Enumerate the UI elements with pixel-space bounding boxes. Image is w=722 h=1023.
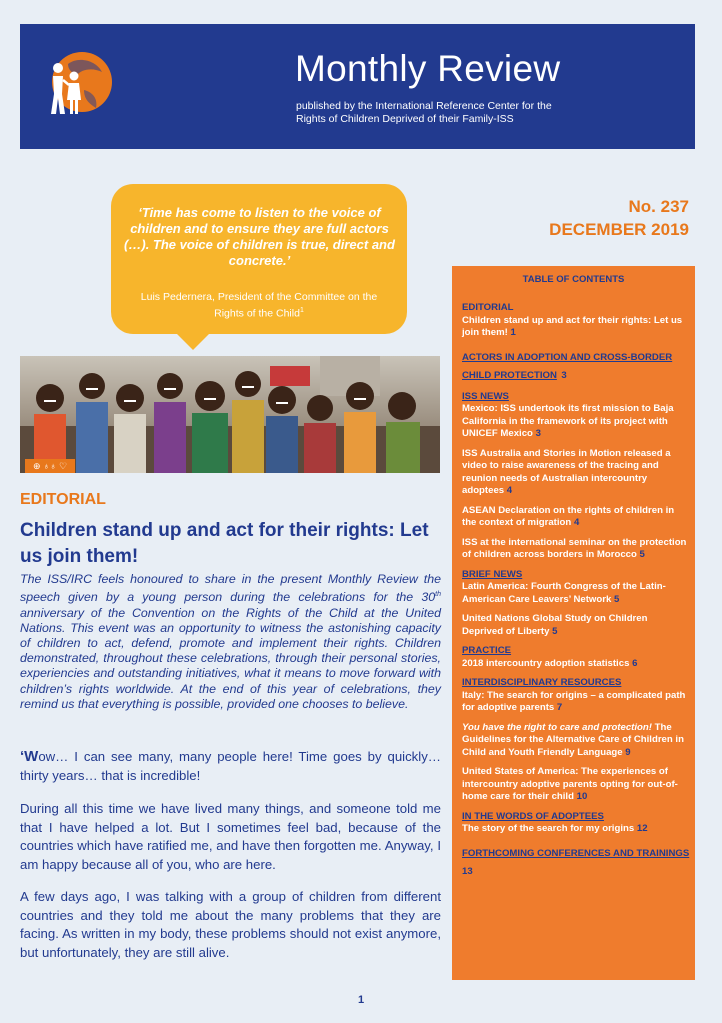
toc-list <box>462 302 690 887</box>
toc-title: TABLE OF CONTENTS <box>522 274 625 285</box>
article-title: Children stand up and act for their rights: Let us join them! <box>20 520 429 567</box>
table-of-contents <box>452 266 695 980</box>
toc-item[interactable]: ISS at the international seminar on the protection of children across borders in Morocco 5 <box>462 536 687 560</box>
photo-badge: ⊕ ♁♁ ♡ <box>25 459 75 473</box>
speech-paragraph-3: A few days ago, I was talking with a group of children from different countries and they told me about the many problems that they are facing. As written in my body, these problems should not exist anymore, but unfortunately, they are still alive. <box>20 889 441 960</box>
children-photo <box>20 356 440 473</box>
issue-date: DECEMBER 2019 <box>549 220 689 239</box>
issue-number: No. 237 <box>628 197 689 216</box>
toc-item[interactable]: 2018 intercountry adoption statistics 6 <box>462 657 638 669</box>
toc-section-brief-news[interactable]: BRIEF NEWS <box>462 568 523 580</box>
toc-section-forthcoming[interactable]: FORTHCOMING CONFERENCES AND TRAININGS 13 <box>462 847 690 877</box>
toc-item[interactable]: ASEAN Declaration on the rights of children in the context of migration 4 <box>462 504 675 528</box>
toc-item[interactable]: Latin America: Fourth Congress of the Latin-American Care Leavers’ Network 5 <box>462 581 666 605</box>
iss-logo-icon <box>38 42 118 122</box>
toc-item[interactable]: Mexico: ISS undertook its first mission to Baja California in the framework of its project with UNICEF Mexico 3 <box>462 403 674 439</box>
publication-subtitle: published by the International Reference Center for the Rights of Children Deprived of their Family-ISS <box>296 100 552 125</box>
quote-bubble-tail <box>175 332 211 350</box>
toc-item[interactable]: Children stand up and act for their rights: Let us join them! 1 <box>462 314 683 338</box>
page-number: 1 <box>357 994 365 1006</box>
issue-info <box>549 195 689 241</box>
toc-section-editorial: EDITORIAL <box>462 302 514 313</box>
article-intro: The ISS/IRC feels honoured to share in the present Monthly Review the speech given by a young person during the celebrations for the 30th anniversary of the Convention on the Rights of the Child at the United Nations. This event was an opportunity to witness the astonishing capacity of children to act, defend, promote and implement their rights. Children demonstrated, throughout these celebrations, through their personal stories, experiencies and outstanding initiatives, what it means to move forward with children’s rights worldwide. At the end of this year of celebrations, they remind us that everything is possible, provided one chooses to believe. <box>20 572 441 711</box>
speech-paragraph-2: During all this time we have lived many things, and someone told me that I have helped a lot. But I sometimes feel bad, because of the countries which have ratified me, and have then forgotten me. Anyway, I am happy because all of you, who are here. <box>20 801 441 872</box>
editorial-heading: EDITORIAL <box>20 491 106 508</box>
toc-section-interdisciplinary[interactable]: INTERDISCIPLINARY RESOURCES <box>462 677 622 688</box>
toc-item[interactable]: United States of America: The experiences of intercountry adoptive parents opting for out-of-home care for their child 10 <box>462 766 678 802</box>
quote-text: ‘Time has come to listen to the voice of children and to ensure they are full actors (…). The voice of children is true, direct and concrete.’ <box>124 205 395 268</box>
toc-item[interactable]: You have the right to care and protection! The Guidelines for the Alternative Care of Children in Child and Youth Friendly Language 9 <box>462 721 684 758</box>
quote-author: Luis Pedernera, President of the Committee on the Rights of the Child$^1$ <box>140 291 378 320</box>
toc-item[interactable]: The story of the search for my origins 12 <box>462 823 648 834</box>
toc-item[interactable]: United Nations Global Study on Children Deprived of Liberty 5 <box>462 613 648 637</box>
toc-section-iss-news[interactable]: ISS NEWS <box>462 390 509 402</box>
publication-title: Monthly Review <box>295 48 561 89</box>
toc-section-practice[interactable]: PRACTICE <box>462 645 512 656</box>
toc-item[interactable]: ISS Australia and Stories in Motion released a video to raise awareness of the tracing and reunion needs of Australian intercountry adoptees 4 <box>462 447 671 496</box>
toc-item[interactable]: Italy: The search for origins – a complicated path for adoptive parents 7 <box>462 689 686 713</box>
footnote-marker: 1 <box>299 307 304 314</box>
toc-section-words-of-adoptees[interactable]: IN THE WORDS OF ADOPTEES <box>462 810 604 822</box>
speech-paragraph-1: ‘Wow… I can see many, many people here! Time goes by quickly… thirty years… that is incredible! <box>20 748 441 783</box>
toc-section-actors[interactable]: ACTORS IN ADOPTION AND CROSS-BORDER CHILD PROTECTION 3 <box>462 351 673 381</box>
